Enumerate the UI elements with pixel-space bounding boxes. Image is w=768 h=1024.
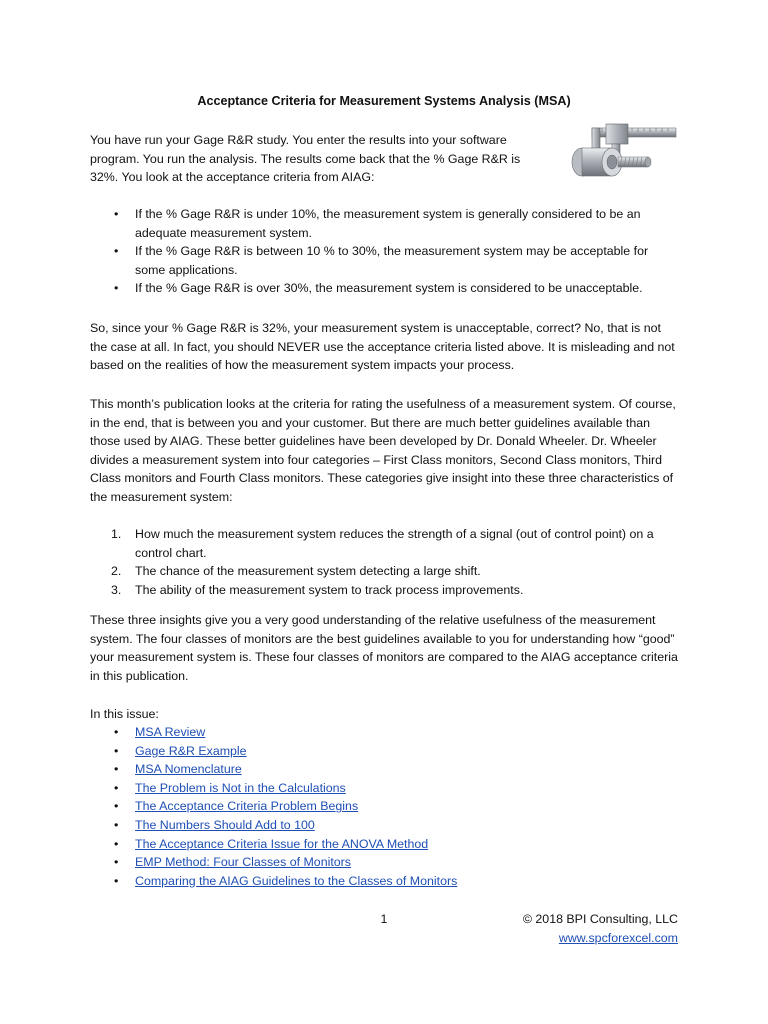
body-paragraph: These three insights give you a very good understanding of the relative usefulness of the measurement system. The four classes of monitors are the best guidelines available to you for understanding how “good” your measurement system is. These four classes of monitors are compared to the AIAG acceptance criteria in this publication. [90, 613, 678, 683]
body-paragraph: So, since your % Gage R&R is 32%, your measurement system is unacceptable, correct? No, that is not the case at all. In fact, you should NEVER use the acceptance criteria listed above. It is misleading and not based on the realities of how the measurement system impacts your process. [90, 321, 675, 373]
bullet-icon: • [114, 207, 119, 221]
list-item [90, 525, 680, 562]
bullet-icon: • [114, 836, 119, 851]
list-item [90, 835, 680, 854]
list-item [90, 581, 680, 600]
bullet-icon: • [114, 873, 119, 888]
characteristic-text: The chance of the measurement system detecting a large shift. [135, 564, 481, 579]
link-emp-method[interactable]: EMP Method: Four Classes of Monitors [135, 855, 352, 870]
bullet-icon: • [114, 780, 119, 795]
criteria-text: If the % Gage R&R is under 10%, the measurement system is generally considered to be an adequate measurement system. [135, 207, 641, 240]
criteria-text: If the % Gage R&R is between 10 % to 30%, the measurement system may be acceptable for some applications. [135, 244, 649, 277]
link-gage-rr-example[interactable]: Gage R&R Example [135, 743, 247, 758]
list-item [90, 853, 680, 872]
intro-paragraph: You have run your Gage R&R study. You enter the results into your software program. You run the analysis. The results come back that the % Gage R&R is 32%. You look at the acceptance criteria from AIAG: [90, 133, 521, 185]
caliper-gauge-icon [562, 118, 678, 188]
page-number: 1 [380, 912, 388, 926]
link-acceptance-criteria-problem[interactable]: The Acceptance Criteria Problem Begins [135, 799, 359, 814]
characteristics-list [90, 525, 680, 599]
list-item [90, 562, 680, 581]
bullet-icon: • [114, 725, 119, 739]
list-item [90, 779, 680, 798]
footer-credits [523, 910, 678, 947]
list-item [90, 205, 680, 242]
list-item [90, 797, 680, 816]
issue-links-list [90, 723, 680, 890]
list-item [90, 872, 680, 891]
list-item [90, 279, 680, 298]
list-number: 2. [111, 564, 122, 579]
list-number: 3. [111, 582, 122, 597]
issue-heading: In this issue: [90, 707, 159, 721]
bullet-icon: • [114, 799, 119, 814]
characteristic-text: The ability of the measurement system to track process improvements. [135, 582, 524, 597]
page-title: Acceptance Criteria for Measurement Systems Analysis (MSA) [197, 94, 571, 108]
link-msa-nomenclature[interactable]: MSA Nomenclature [135, 762, 242, 777]
criteria-list [90, 205, 680, 298]
bullet-icon: • [114, 817, 119, 832]
characteristic-text: How much the measurement system reduces the strength of a signal (out of control point) on a control chart. [135, 527, 654, 560]
bullet-icon: • [114, 743, 119, 758]
list-number: 1. [111, 527, 122, 541]
list-item [90, 760, 680, 779]
list-item [90, 742, 680, 761]
list-item [90, 816, 680, 835]
list-item [90, 242, 680, 279]
link-msa-review[interactable]: MSA Review [135, 725, 206, 739]
link-anova-method[interactable]: The Acceptance Criteria Issue for the ANOVA Method [135, 836, 429, 851]
criteria-text: If the % Gage R&R is over 30%, the measurement system is considered to be unacceptable. [135, 281, 643, 296]
copyright-text: © 2018 BPI Consulting, LLC [522, 912, 678, 926]
list-item [90, 723, 680, 742]
link-numbers-add-to-100[interactable]: The Numbers Should Add to 100 [135, 817, 315, 832]
bullet-icon: • [114, 244, 119, 259]
body-paragraph: This month’s publication looks at the criteria for rating the usefulness of a measurement system. Of course, in the end, that is between you and your customer. But there are much better guidelines available than those used by AIAG. These better guidelines have been developed by Dr. Donald Wheeler. Dr. Wheeler divides a measurement system into four categories – First Class monitors, Second Class monitors, Third Class monitors and Fourth Class monitors. These categories give insight into these three characteristics of the measurement system: [90, 397, 676, 504]
bullet-icon: • [114, 281, 119, 296]
link-comparing-aiag-guidelines[interactable]: Comparing the AIAG Guidelines to the Classes of Monitors [135, 873, 458, 888]
bullet-icon: • [114, 855, 119, 870]
website-link[interactable]: www.spcforexcel.com [558, 930, 678, 945]
bullet-icon: • [114, 762, 119, 777]
link-problem-not-in-calculations[interactable]: The Problem is Not in the Calculations [135, 780, 346, 795]
